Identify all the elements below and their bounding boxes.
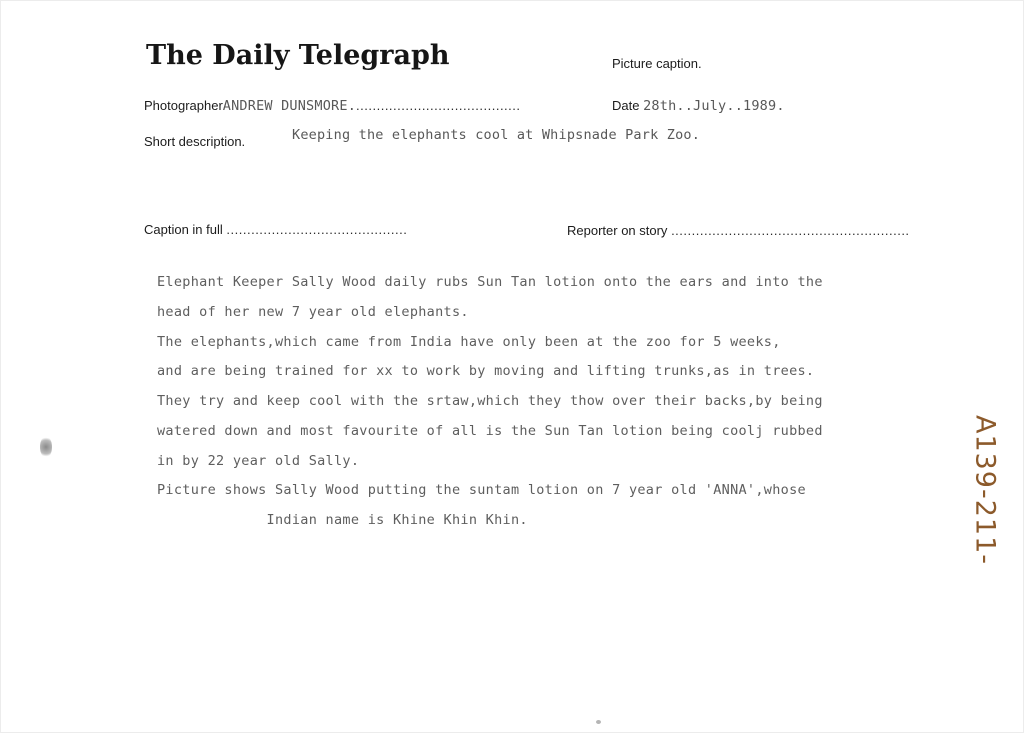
caption-line: The elephants,which came from India have only been at the zoo for 5 weeks,	[157, 334, 781, 350]
caption-line: head of her new 7 year old elephants.	[157, 304, 469, 320]
reporter-label: Reporter on story	[567, 223, 668, 238]
caption-in-full-label: Caption in full	[144, 222, 223, 237]
photographer-label: Photographer	[144, 98, 223, 113]
date-label: Date	[612, 98, 640, 113]
date-value: 28th..July..1989.	[643, 98, 785, 114]
date-field	[612, 98, 785, 114]
short-description-value: Keeping the elephants cool at Whipsnade Park Zoo.	[292, 127, 701, 143]
caption-in-full-field	[144, 222, 407, 237]
caption-line: Picture shows Sally Wood putting the suntam lotion on 7 year old 'ANNA',whose	[157, 482, 806, 498]
photographer-value: ANDREW DUNSMORE.	[222, 98, 357, 114]
newspaper-masthead: The Daily Telegraph	[146, 40, 450, 71]
reporter-field	[567, 223, 910, 238]
handwritten-archive-number: A139-211-	[969, 414, 1001, 566]
photographer-field	[144, 98, 521, 114]
photographer-dots: ........................................	[356, 98, 521, 113]
caption-line: They try and keep cool with the srtaw,which they thow over their backs,by being	[157, 393, 823, 409]
caption-line: and are being trained for xx to work by moving and lifting trunks,as in trees.	[157, 363, 815, 379]
caption-line: Indian name is Khine Khin Khin.	[157, 512, 528, 528]
short-description-label: Short description.	[144, 134, 246, 149]
caption-dots: ............................................	[226, 222, 408, 237]
caption-line: Elephant Keeper Sally Wood daily rubs Sun Tan lotion onto the ears and into the	[157, 274, 823, 290]
paper-blemish	[596, 720, 601, 724]
paper-blemish	[40, 436, 52, 458]
caption-line: in by 22 year old Sally.	[157, 453, 360, 469]
reporter-dots: ..........................................................	[671, 223, 910, 238]
picture-caption-label: Picture caption.	[612, 56, 702, 71]
caption-line: watered down and most favourite of all is the Sun Tan lotion being coolj rubbed	[157, 423, 823, 439]
